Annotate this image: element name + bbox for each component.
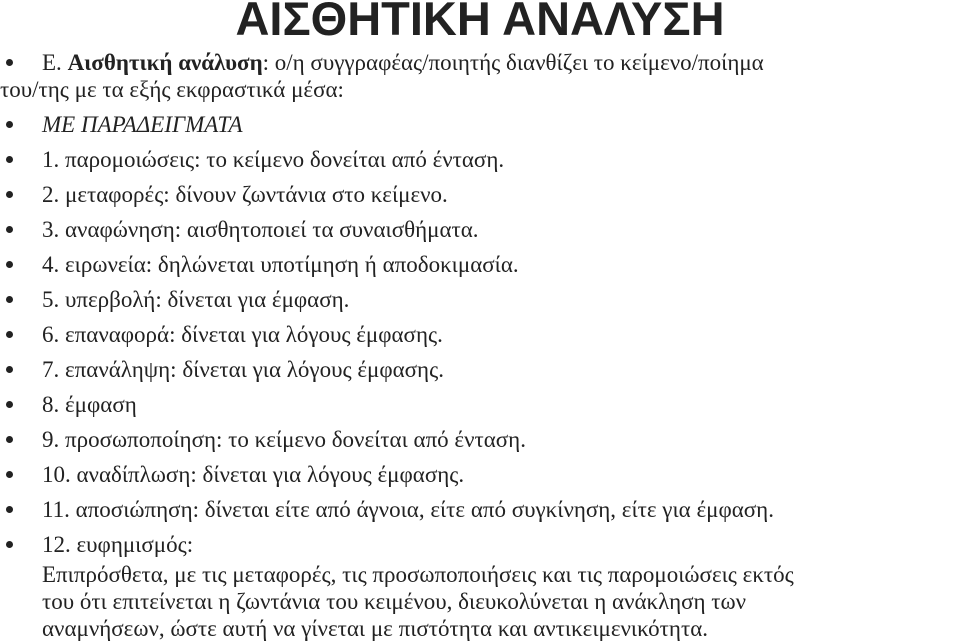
intro-line1-rest: : ο/η συγγραφέας/ποιητής διανθίζει το κείμενο/ποίημα	[262, 50, 764, 75]
page-title: ΑΙΣΘΗΤΙΚΗ ΑΝΑΛΥΣΗ	[235, 0, 725, 45]
list-item-text: 4. ειρωνεία: δηλώνεται υποτίμηση ή αποδοκιμασία.	[42, 252, 519, 277]
bullet-dot	[6, 541, 13, 548]
list-item-text: 1. παρομοιώσεις: το κείμενο δονείται από ένταση.	[42, 147, 505, 172]
closing-line-1: Επιπρόσθετα, με τις μεταφορές, τις προσωποποιήσεις και τις παρομοιώσεις εκτός	[42, 562, 794, 587]
bullet-dot	[6, 296, 13, 303]
list-item-text: 6. επαναφορά: δίνεται για λόγους έμφασης.	[42, 322, 443, 347]
closing-line-3: αναμνήσεων, ώστε αυτή να γίνεται με πιστότητα και αντικειμενικότητα.	[42, 616, 709, 641]
bullet-dot	[6, 191, 13, 198]
intro-line2: του/της με τα εξής εκφραστικά μέσα:	[0, 77, 344, 102]
bullet-list	[0, 49, 960, 558]
list-item	[0, 426, 960, 453]
intro-prefix: Ε.	[42, 50, 68, 75]
bullet-dot	[6, 331, 13, 338]
list-item-text: 12. ευφημισμός:	[42, 532, 194, 557]
bullet-dot	[6, 471, 13, 478]
list-item-text: 9. προσωποποίηση: το κείμενο δονείται από ένταση.	[42, 427, 526, 452]
intro-term: Αισθητική ανάλυση	[67, 50, 263, 75]
list-item-text: 10. αναδίπλωση: δίνεται για λόγους έμφασης.	[42, 462, 465, 487]
bullet-dot	[6, 366, 13, 373]
bullet-dot	[6, 436, 13, 443]
list-item	[0, 216, 960, 243]
bullet-dot	[6, 401, 13, 408]
closing-paragraph	[42, 561, 960, 642]
list-item-text: 3. αναφώνηση: αισθητοποιεί τα συναισθήματα.	[42, 217, 479, 242]
bullet-dot	[6, 226, 13, 233]
list-item	[0, 181, 960, 208]
list-item	[0, 531, 960, 558]
list-item	[0, 251, 960, 278]
list-item	[0, 321, 960, 348]
list-item	[0, 286, 960, 313]
list-item	[0, 356, 960, 383]
list-item	[0, 496, 960, 523]
bullet-dot	[6, 261, 13, 268]
list-item-text: 11. αποσιώπηση: δίνεται είτε από άγνοια, είτε από συγκίνηση, είτε για έμφαση.	[42, 497, 774, 522]
list-item-text: 8. έμφαση	[42, 392, 137, 417]
list-item	[0, 146, 960, 173]
list-item-text: 5. υπερβολή: δίνεται για έμφαση.	[42, 287, 350, 312]
closing-line-2: του ότι επιτείνεται η ζωντάνια του κειμένου, διευκολύνεται η ανάκληση των	[42, 589, 747, 614]
list-item-text: 7. επανάληψη: δίνεται για λόγους έμφασης.	[42, 357, 444, 382]
list-item	[0, 461, 960, 488]
list-item-intro	[0, 49, 960, 103]
list-item-text: 2. μεταφορές: δίνουν ζωντάνια στο κείμενο.	[42, 182, 448, 207]
bullet-dot	[6, 156, 13, 163]
list-item	[0, 391, 960, 418]
bullet-dot	[6, 59, 13, 66]
list-item-examples-heading	[0, 111, 960, 138]
bullet-dot	[6, 506, 13, 513]
examples-heading: ΜΕ ΠΑΡΑΔΕΙΓΜΑΤΑ	[42, 112, 243, 137]
bullet-dot	[6, 121, 13, 128]
